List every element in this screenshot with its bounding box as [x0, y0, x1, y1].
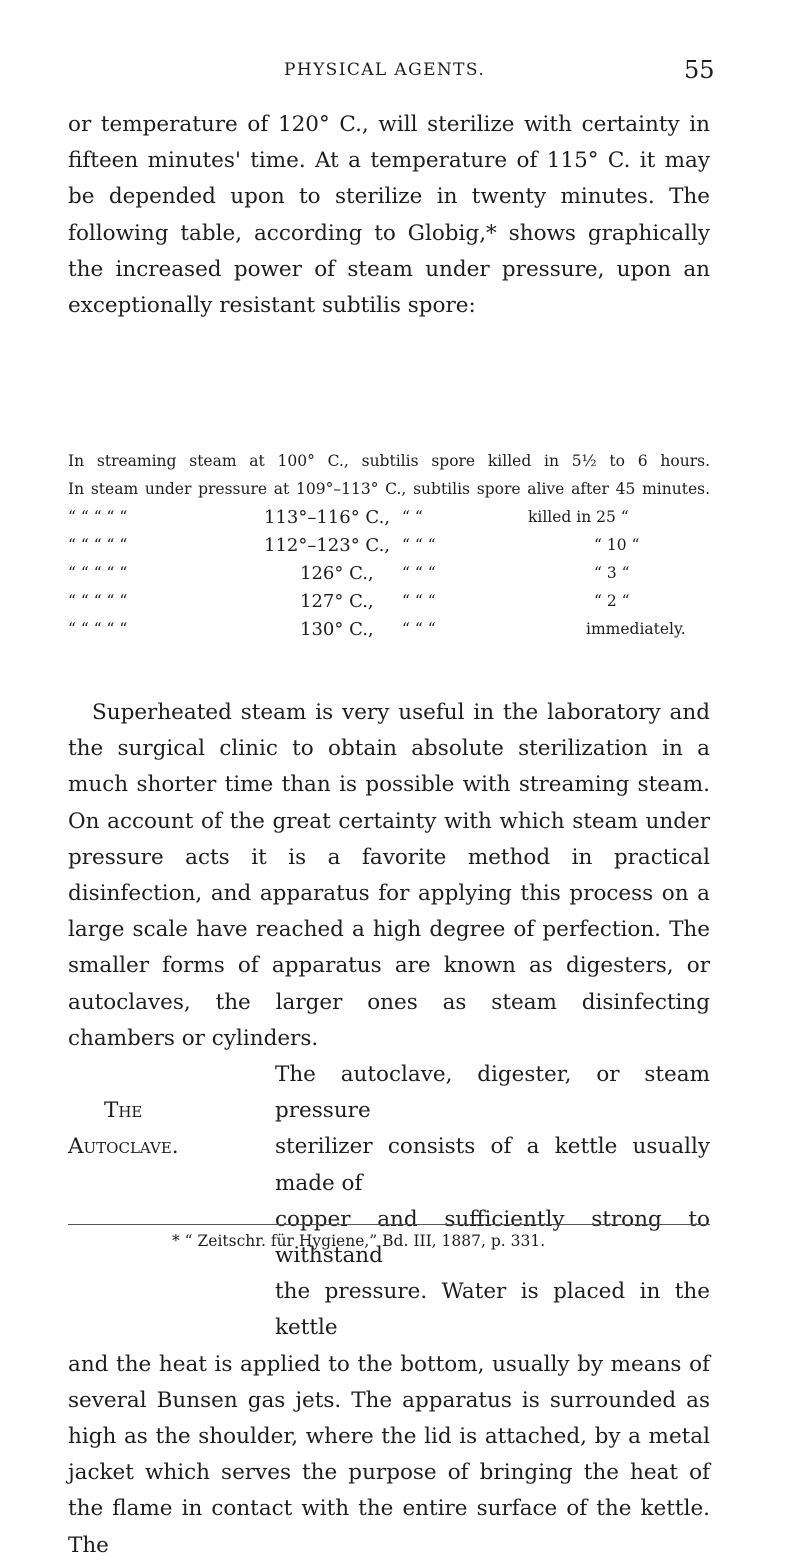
paragraph-line: sterilizer consists of a kettle usually made of — [275, 1134, 710, 1196]
margin-note-line: The — [104, 1098, 143, 1123]
table-row-text: In streaming steam at 100° C., subtilis spore killed in 5½ to 6 hours. — [68, 452, 710, 470]
temperature: 112°–123° C., — [264, 535, 391, 556]
paragraph-line: copper and sufficiently strong to withstand — [275, 1206, 710, 1269]
table-row — [68, 452, 710, 480]
ditto-marks: “ “ “ “ “ — [68, 508, 128, 526]
table-row — [68, 620, 710, 648]
page-header — [0, 56, 801, 96]
temperature: 113°–116° C., — [264, 507, 391, 528]
footnote: * “ Zeitschr. für Hygiene,” Bd. III, 1887, p. 331. — [172, 1232, 546, 1250]
paragraph-1: or temperature of 120° C., will sterilize with certainty in fifteen minutes' time. At a temperature of 115° C. it may be depended upon to sterilize in twenty minutes. The following table, according to Globig,* shows graphically the increased power of steam under pressure, upon an exceptionally resistant subtilis spore: — [68, 112, 710, 319]
ditto-marks: “ “ “ — [402, 592, 436, 610]
sterilization-table — [68, 452, 710, 648]
table-row — [68, 564, 710, 592]
ditto-marks: “ “ “ “ “ — [68, 620, 128, 638]
temperature: 127° C., — [300, 591, 374, 612]
temperature: 126° C., — [300, 563, 374, 584]
running-head: PHYSICAL AGENTS. — [284, 60, 486, 80]
table-row — [68, 480, 710, 508]
result: “ 10 “ — [594, 536, 640, 554]
margin-note-line: Autoclave. — [68, 1134, 179, 1160]
ditto-marks: “ “ “ — [402, 620, 436, 638]
result: “ 3 “ — [594, 564, 630, 582]
ditto-marks: “ “ “ — [402, 564, 436, 582]
ditto-marks: “ “ — [402, 508, 423, 526]
table-row — [68, 592, 710, 620]
paragraph-rest: and the heat is applied to the bottom, usually by means of several Bunsen gas jets. The apparatus is surrounded as high as the shoulder, where the lid is attached, by a metal jacket which serves the purpose of bringing the heat of the flame in contact with the entire surface of the kettle. The — [68, 1351, 710, 1558]
ditto-marks: “ “ “ “ “ — [68, 564, 128, 582]
result: “ 2 “ — [594, 592, 630, 610]
result: killed in 25 “ — [528, 508, 629, 526]
paragraph-line: the pressure. Water is placed in the kettle — [275, 1279, 710, 1341]
ditto-marks: “ “ “ — [402, 536, 436, 554]
ditto-marks: “ “ “ “ “ — [68, 536, 128, 554]
table-row — [68, 508, 710, 536]
ditto-marks: “ “ “ “ “ — [68, 592, 128, 610]
paragraph-3 — [68, 1057, 710, 1564]
paragraph-2: Superheated steam is very useful in the laboratory and the surgical clinic to obtain absolute sterilization in a much shorter time than is possible with streaming steam. On account of the great certainty with which steam under pressure acts it is a favorite method in practical disinfection, and apparatus for applying this process on a large scale have reached a high degree of perfection. The smaller forms of apparatus are known as digesters, or autoclaves, the larger ones as steam disinfecting chambers or cylinders. — [68, 700, 710, 1051]
table-row — [68, 536, 710, 564]
table-row-text: In steam under pressure at 109°–113° C., subtilis spore alive after 45 minutes. — [68, 480, 710, 498]
footnote-rule — [68, 1224, 710, 1225]
temperature: 130° C., — [300, 619, 374, 640]
page-number: 55 — [684, 56, 715, 84]
paragraph-line: The autoclave, digester, or steam pressure — [275, 1062, 710, 1124]
result: immediately. — [586, 620, 686, 638]
